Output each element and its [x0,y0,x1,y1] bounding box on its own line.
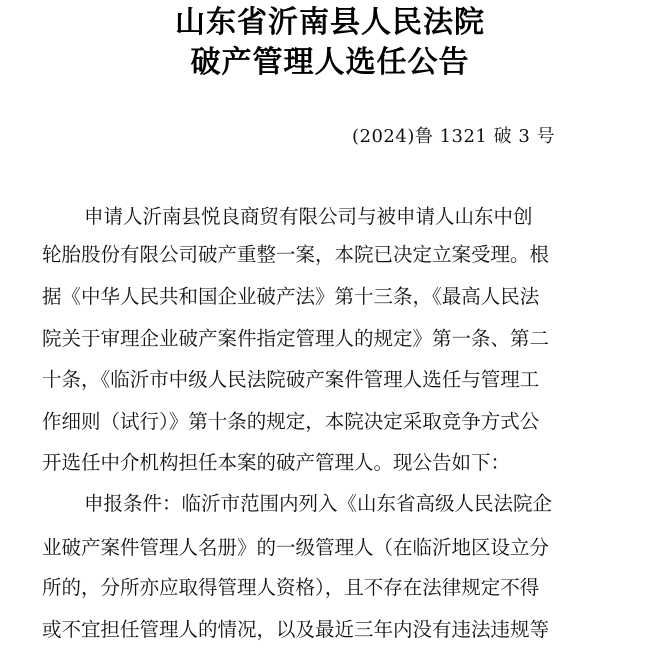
paragraph-line: 业破产案件管理人名册》的一级管理人（在临沂地区设立分 [42,536,550,559]
paragraph-line: 院关于审理企业破产案件指定管理人的规定》第一条、第二 [42,327,550,350]
paragraph-line: 或不宜担任管理人的情况，以及最近三年内没有违法违规等 [42,618,550,641]
case-number: (2024)鲁 1321 破 3 号 [352,126,556,147]
paragraph-line: 开选任中介机构担任本案的破产管理人。现公告如下： [42,451,511,474]
paragraph-line: 十条，《临沂市中级人民法院破产案件管理人选任与管理工 [42,368,540,391]
paragraph-line: 申报条件：临沂市范围内列入《山东省高级人民法院企 [84,492,553,515]
paragraph-line: 轮胎股份有限公司破产重整一案，本院已决定立案受理。根 [42,243,550,266]
paragraph-line: 所的，分所亦应取得管理人资格），且不存在法律规定不得 [42,576,540,599]
paragraph-line: 申请人沂南县悦良商贸有限公司与被申请人山东中创 [84,205,533,228]
announcement-title: 破产管理人选任公告 [190,45,470,80]
paragraph-line: 作细则（试行）》第十条的规定，本院决定采取竞争方式公 [42,410,540,433]
court-name-title: 山东省沂南县人民法院 [175,5,485,40]
paragraph-line: 据《中华人民共和国企业破产法》第十三条，《最高人民法 [42,285,540,308]
